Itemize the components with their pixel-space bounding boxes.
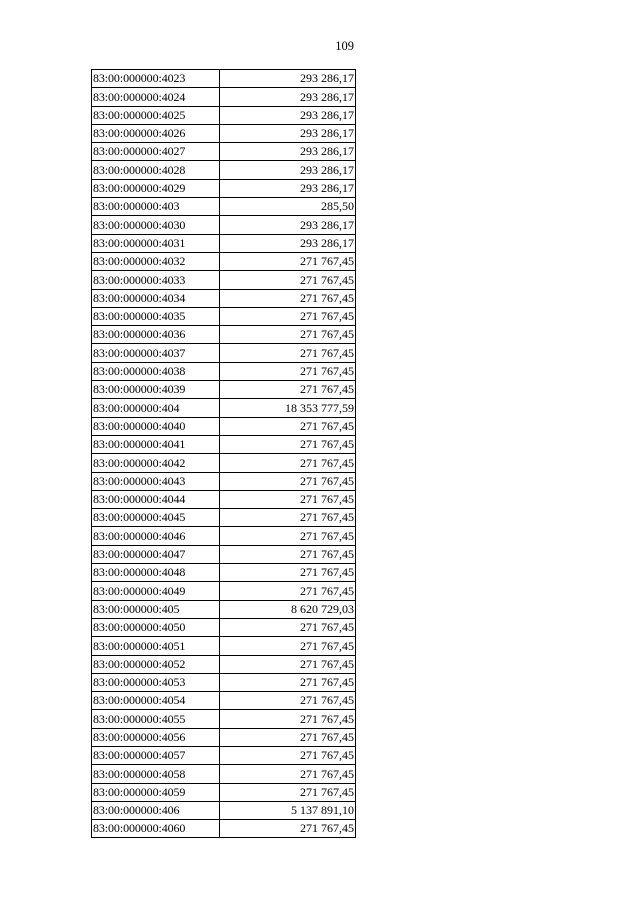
- cadastral-number-cell: 83:00:000000:4052: [92, 655, 220, 673]
- value-cell: 271 767,45: [220, 545, 356, 563]
- value-cell: 293 286,17: [220, 124, 356, 142]
- value-cell: 271 767,45: [220, 783, 356, 801]
- table-row: [92, 765, 356, 783]
- value-cell: 271 767,45: [220, 289, 356, 307]
- value-cell: 271 767,45: [220, 765, 356, 783]
- value-cell: 271 767,45: [220, 344, 356, 362]
- value-cell: 271 767,45: [220, 637, 356, 655]
- table-row: [92, 655, 356, 673]
- table-row: [92, 399, 356, 417]
- value-cell: 271 767,45: [220, 490, 356, 508]
- table-row: [92, 307, 356, 325]
- table-body: [92, 70, 356, 838]
- cadastral-number-cell: 83:00:000000:4060: [92, 820, 220, 838]
- cadastral-number-cell: 83:00:000000:4041: [92, 435, 220, 453]
- page-number: 109: [335, 39, 354, 53]
- table-row: [92, 234, 356, 252]
- table-row: [92, 381, 356, 399]
- value-cell: 285,50: [220, 198, 356, 216]
- value-cell: 271 767,45: [220, 307, 356, 325]
- value-cell: 293 286,17: [220, 106, 356, 124]
- table-row: [92, 545, 356, 563]
- value-cell: 8 620 729,03: [220, 600, 356, 618]
- table-row: [92, 161, 356, 179]
- cadastral-number-cell: 83:00:000000:4024: [92, 88, 220, 106]
- cadastral-number-cell: 83:00:000000:4054: [92, 692, 220, 710]
- cadastral-number-cell: 83:00:000000:4047: [92, 545, 220, 563]
- value-cell: 271 767,45: [220, 527, 356, 545]
- value-cell: 271 767,45: [220, 252, 356, 270]
- value-cell: 293 286,17: [220, 179, 356, 197]
- table-row: [92, 673, 356, 691]
- table-row: [92, 783, 356, 801]
- value-cell: 271 767,45: [220, 673, 356, 691]
- cadastral-number-cell: 83:00:000000:4038: [92, 362, 220, 380]
- value-cell: 271 767,45: [220, 820, 356, 838]
- cadastral-number-cell: 83:00:000000:4057: [92, 746, 220, 764]
- table-row: [92, 326, 356, 344]
- table-row: [92, 454, 356, 472]
- value-cell: 293 286,17: [220, 234, 356, 252]
- table-row: [92, 692, 356, 710]
- table-row: [92, 179, 356, 197]
- cadastral-number-cell: 83:00:000000:4044: [92, 490, 220, 508]
- value-cell: 271 767,45: [220, 435, 356, 453]
- value-cell: 293 286,17: [220, 143, 356, 161]
- value-cell: 271 767,45: [220, 564, 356, 582]
- table-row: [92, 271, 356, 289]
- cadastral-number-cell: 83:00:000000:4056: [92, 728, 220, 746]
- cadastral-number-cell: 83:00:000000:4037: [92, 344, 220, 362]
- value-cell: 271 767,45: [220, 454, 356, 472]
- cadastral-number-cell: 83:00:000000:4049: [92, 582, 220, 600]
- value-cell: 293 286,17: [220, 88, 356, 106]
- value-cell: 271 767,45: [220, 655, 356, 673]
- table-row: [92, 600, 356, 618]
- cadastral-number-cell: 83:00:000000:403: [92, 198, 220, 216]
- cadastral-number-cell: 83:00:000000:4039: [92, 381, 220, 399]
- cadastral-number-cell: 83:00:000000:4025: [92, 106, 220, 124]
- cadastral-number-cell: 83:00:000000:4026: [92, 124, 220, 142]
- value-cell: 271 767,45: [220, 326, 356, 344]
- cadastral-number-cell: 83:00:000000:4051: [92, 637, 220, 655]
- table-row: [92, 618, 356, 636]
- table-row: [92, 582, 356, 600]
- cadastral-number-cell: 83:00:000000:4055: [92, 710, 220, 728]
- value-cell: 271 767,45: [220, 362, 356, 380]
- value-cell: 5 137 891,10: [220, 801, 356, 819]
- value-cell: 293 286,17: [220, 161, 356, 179]
- cadastral-number-cell: 83:00:000000:4033: [92, 271, 220, 289]
- cadastral-number-cell: 83:00:000000:4027: [92, 143, 220, 161]
- cadastral-number-cell: 83:00:000000:4036: [92, 326, 220, 344]
- cadastral-number-cell: 83:00:000000:4029: [92, 179, 220, 197]
- table-row: [92, 820, 356, 838]
- value-cell: 271 767,45: [220, 618, 356, 636]
- cadastral-number-cell: 83:00:000000:404: [92, 399, 220, 417]
- value-cell: 271 767,45: [220, 417, 356, 435]
- table-row: [92, 435, 356, 453]
- value-cell: 271 767,45: [220, 746, 356, 764]
- table-row: [92, 527, 356, 545]
- table-row: [92, 344, 356, 362]
- cadastral-number-cell: 83:00:000000:405: [92, 600, 220, 618]
- cadastral-number-cell: 83:00:000000:4042: [92, 454, 220, 472]
- value-cell: 293 286,17: [220, 216, 356, 234]
- cadastral-number-cell: 83:00:000000:4032: [92, 252, 220, 270]
- table-row: [92, 124, 356, 142]
- cadastral-number-cell: 83:00:000000:4053: [92, 673, 220, 691]
- table-row: [92, 801, 356, 819]
- table-row: [92, 564, 356, 582]
- table-row: [92, 88, 356, 106]
- value-cell: 271 767,45: [220, 472, 356, 490]
- table-row: [92, 289, 356, 307]
- value-cell: 271 767,45: [220, 509, 356, 527]
- cadastral-number-cell: 83:00:000000:4023: [92, 70, 220, 88]
- cadastral-number-cell: 83:00:000000:4058: [92, 765, 220, 783]
- table-row: [92, 417, 356, 435]
- value-cell: 271 767,45: [220, 582, 356, 600]
- cadastral-number-cell: 83:00:000000:4050: [92, 618, 220, 636]
- table-row: [92, 362, 356, 380]
- value-cell: 271 767,45: [220, 271, 356, 289]
- table-row: [92, 710, 356, 728]
- cadastral-number-cell: 83:00:000000:4030: [92, 216, 220, 234]
- cadastral-number-cell: 83:00:000000:4035: [92, 307, 220, 325]
- value-cell: 271 767,45: [220, 692, 356, 710]
- table-row: [92, 106, 356, 124]
- table-row: [92, 472, 356, 490]
- table-row: [92, 490, 356, 508]
- value-cell: 293 286,17: [220, 70, 356, 88]
- cadastral-number-cell: 83:00:000000:4040: [92, 417, 220, 435]
- table-row: [92, 143, 356, 161]
- cadastral-number-cell: 83:00:000000:4034: [92, 289, 220, 307]
- table-row: [92, 252, 356, 270]
- cadastral-number-cell: 83:00:000000:4045: [92, 509, 220, 527]
- value-cell: 271 767,45: [220, 381, 356, 399]
- cadastral-number-cell: 83:00:000000:4031: [92, 234, 220, 252]
- table-row: [92, 509, 356, 527]
- cadastral-number-cell: 83:00:000000:4046: [92, 527, 220, 545]
- value-cell: 18 353 777,59: [220, 399, 356, 417]
- value-cell: 271 767,45: [220, 710, 356, 728]
- table-row: [92, 70, 356, 88]
- table-row: [92, 637, 356, 655]
- table-row: [92, 728, 356, 746]
- cadastral-value-table: [91, 69, 356, 838]
- cadastral-number-cell: 83:00:000000:4028: [92, 161, 220, 179]
- cadastral-number-cell: 83:00:000000:4043: [92, 472, 220, 490]
- value-cell: 271 767,45: [220, 728, 356, 746]
- table-row: [92, 216, 356, 234]
- cadastral-number-cell: 83:00:000000:4048: [92, 564, 220, 582]
- cadastral-number-cell: 83:00:000000:4059: [92, 783, 220, 801]
- cadastral-number-cell: 83:00:000000:406: [92, 801, 220, 819]
- table-row: [92, 746, 356, 764]
- table-row: [92, 198, 356, 216]
